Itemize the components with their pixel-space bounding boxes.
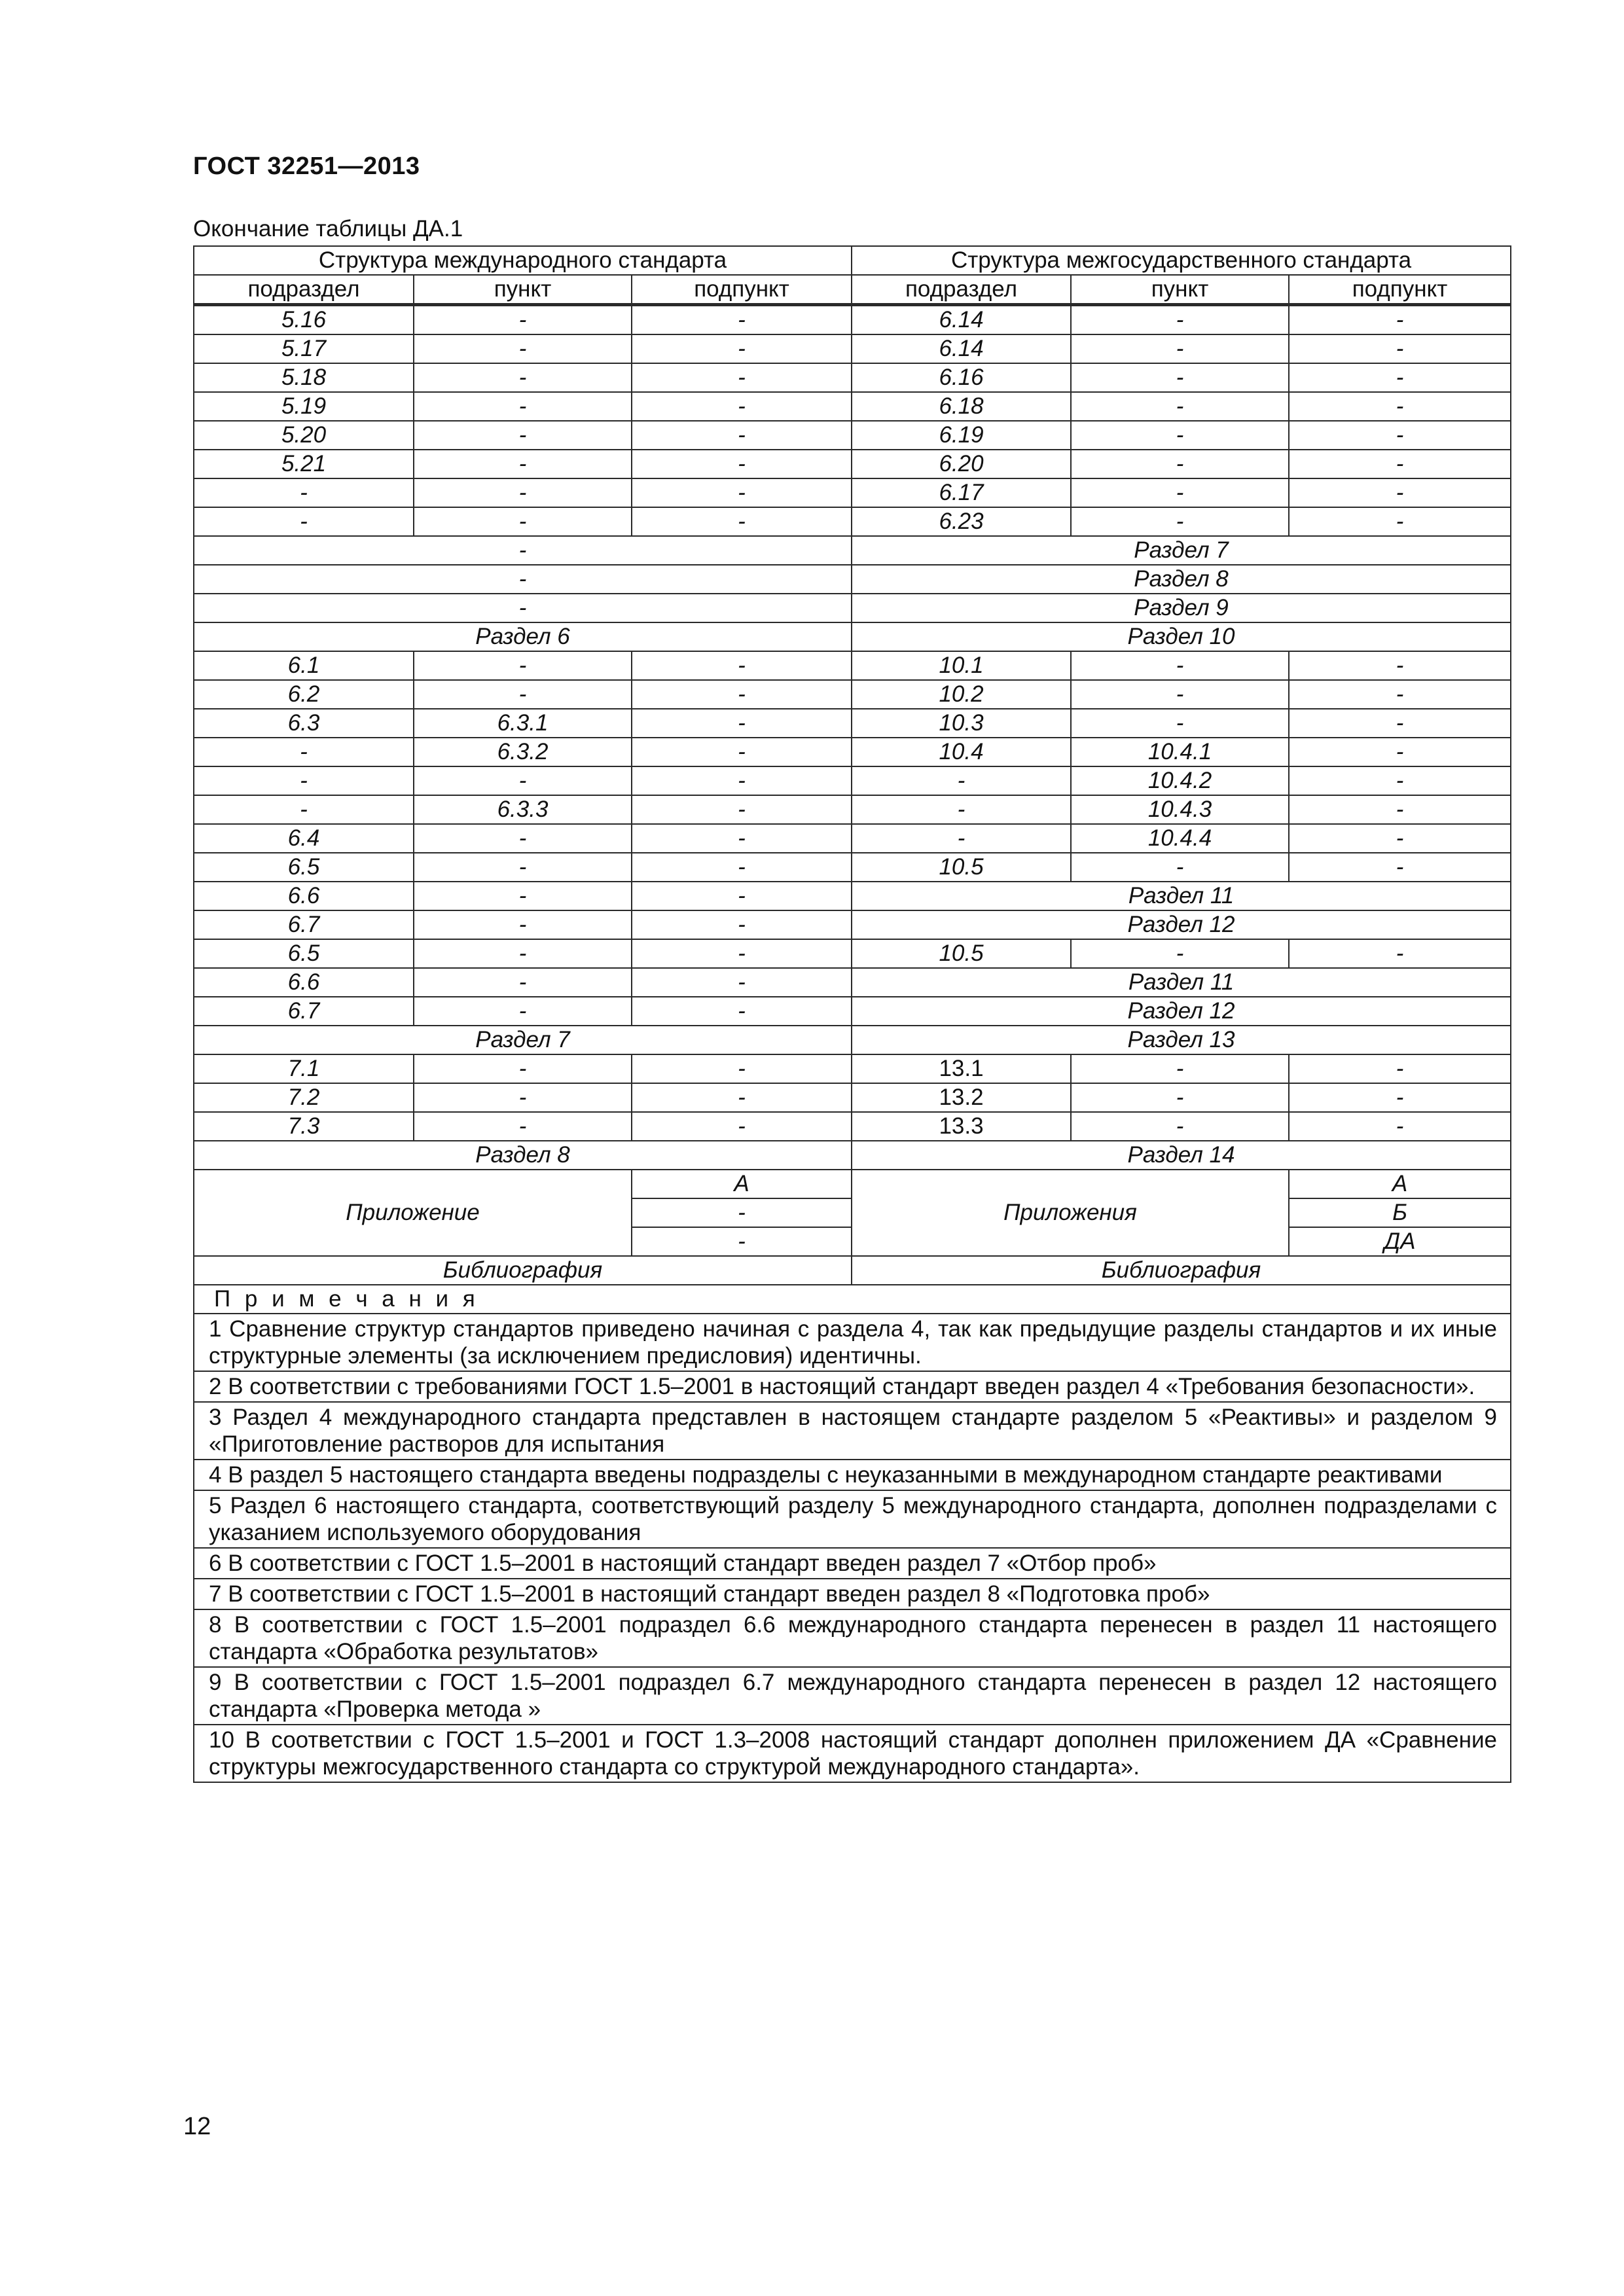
table-row [194,795,1511,824]
table-cell: - [1289,305,1511,335]
table-cell: - [1071,1054,1289,1083]
table-row [194,997,1511,1026]
annex-label-interstate: Приложения [852,1170,1289,1256]
table-cell: - [414,853,632,882]
table-cell: 10.3 [852,709,1071,738]
table-row [194,651,1511,680]
table-cell: - [414,507,632,536]
table-cell: 6.6 [194,882,414,910]
table-cell: - [632,997,852,1026]
table-cell: 6.7 [194,910,414,939]
table-cell: - [414,478,632,507]
note-row [194,1460,1511,1490]
table-cell: - [1071,478,1289,507]
table-cell: - [414,305,632,335]
table-cell: - [414,910,632,939]
table-cell: 6.17 [852,478,1071,507]
table-cell: 6.4 [194,824,414,853]
annex-value: - [632,1227,852,1256]
table-cell: 5.17 [194,334,414,363]
table-cell: 5.20 [194,421,414,450]
table-row [194,1112,1511,1141]
table-cell: - [632,1054,852,1083]
table-cell: 6.7 [194,997,414,1026]
table-cell: Раздел 11 [852,882,1511,910]
note-row [194,1402,1511,1460]
table-cell: 6.5 [194,939,414,968]
table-cell: - [852,766,1071,795]
table-cell: - [1289,1112,1511,1141]
table-cell: 6.16 [852,363,1071,392]
annex-value: Б [1289,1198,1511,1227]
table-cell: - [194,478,414,507]
table-row [194,565,1511,594]
bibliography-interstate: Библиография [852,1256,1511,1285]
annex-label-international: Приложение [194,1170,632,1256]
table-cell: 13.3 [852,1112,1071,1141]
table-cell: - [1289,421,1511,450]
table-row [194,1141,1511,1170]
table-cell: - [852,824,1071,853]
table-cell: - [1071,507,1289,536]
table-cell: - [1071,421,1289,450]
annex-value: А [632,1170,852,1198]
table-cell: 10.2 [852,680,1071,709]
table-cell: 6.3.3 [414,795,632,824]
note-text: 7 В соответствии с ГОСТ 1.5–2001 в настоящий стандарт введен раздел 8 «Подготовка проб» [194,1579,1511,1609]
table-cell: 6.3.2 [414,738,632,766]
table-cell: - [1071,334,1289,363]
table-cell: - [194,536,852,565]
table-cell: - [1289,363,1511,392]
table-cell: 10.4.1 [1071,738,1289,766]
table-cell: 10.5 [852,939,1071,968]
table-cell: 6.19 [852,421,1071,450]
annex-value: - [632,1198,852,1227]
table-cell: - [632,680,852,709]
table-cell: 5.18 [194,363,414,392]
bibliography-international: Библиография [194,1256,852,1285]
header-cell: пункт [414,275,632,305]
table-cell: - [1289,766,1511,795]
table-row [194,939,1511,968]
table-cell: Раздел 13 [852,1026,1511,1054]
table-cell: - [1289,450,1511,478]
table-cell: 6.3 [194,709,414,738]
note-text: 4 В раздел 5 настоящего стандарта введены подразделы с неуказанными в международном стандарте реактивами [194,1460,1511,1490]
table-cell: - [1071,709,1289,738]
table-cell: - [632,738,852,766]
note-row [194,1314,1511,1371]
table-cell: 10.1 [852,651,1071,680]
table-cell: Раздел 12 [852,997,1511,1026]
note-row [194,1609,1511,1667]
table-cell: - [1071,1083,1289,1112]
table-cell: - [632,910,852,939]
table-row [194,507,1511,536]
table-cell: 13.1 [852,1054,1071,1083]
table-cell: - [414,766,632,795]
table-cell: - [632,305,852,335]
table-cell: - [1289,709,1511,738]
table-cell: - [1289,478,1511,507]
table-cell: 6.5 [194,853,414,882]
table-cell: - [1071,305,1289,335]
note-row [194,1579,1511,1609]
table-cell: - [414,450,632,478]
table-cell: - [1289,795,1511,824]
table-cell: - [414,421,632,450]
table-cell: - [632,363,852,392]
table-cell: - [632,824,852,853]
table-cell: - [1071,853,1289,882]
table-cell: - [632,334,852,363]
table-cell: - [414,1112,632,1141]
table-cell: - [1071,363,1289,392]
note-text: 9 В соответствии с ГОСТ 1.5–2001 подраздел 6.7 международного стандарта перенесен в раздел 12 настоящего стандарта «Проверка метода » [194,1667,1511,1725]
table-cell: - [632,709,852,738]
table-cell: - [194,594,852,622]
table-cell: - [1289,334,1511,363]
table-cell: - [1071,651,1289,680]
table-cell: - [414,882,632,910]
table-cell: Раздел 14 [852,1141,1511,1170]
table-cell: 7.1 [194,1054,414,1083]
table-cell: - [632,1112,852,1141]
table-row [194,709,1511,738]
table-cell: - [194,738,414,766]
table-cell: - [1071,450,1289,478]
table-row [194,450,1511,478]
table-row [194,853,1511,882]
header-cell: подпункт [632,275,852,305]
table-cell: 5.16 [194,305,414,335]
table-cell: - [1289,853,1511,882]
table-row [194,910,1511,939]
table-cell: Раздел 7 [194,1026,852,1054]
table-cell: - [632,1083,852,1112]
table-cell: - [632,939,852,968]
table-cell: - [414,997,632,1026]
table-cell: 13.2 [852,1083,1071,1112]
note-row [194,1667,1511,1725]
table-cell: 6.20 [852,450,1071,478]
table-cell: 6.3.1 [414,709,632,738]
note-text: 5 Раздел 6 настоящего стандарта, соответствующий разделу 5 международного стандарта, дополнен подразделами с указанием используемого оборудования [194,1490,1511,1548]
table-cell: - [414,1083,632,1112]
table-cell: - [1289,680,1511,709]
header-international: Структура международного стандарта [194,246,852,275]
annex-value: А [1289,1170,1511,1198]
note-text: 10 В соответствии с ГОСТ 1.5–2001 и ГОСТ 1.3–2008 настоящий стандарт дополнен приложением ДА «Сравнение структуры межгосударственного стандарта со структурой международного стандарта». [194,1725,1511,1782]
table-cell: Раздел 12 [852,910,1511,939]
table-row [194,824,1511,853]
table-cell: 10.4 [852,738,1071,766]
table-cell: 6.2 [194,680,414,709]
table-cell: - [1289,507,1511,536]
header-cell: пункт [1071,275,1289,305]
table-cell: 10.4.2 [1071,766,1289,795]
table-row [194,478,1511,507]
table-cell: - [414,939,632,968]
table-row [194,392,1511,421]
table-row [194,1026,1511,1054]
table-cell: - [632,478,852,507]
table-row [194,622,1511,651]
table-cell: - [1289,939,1511,968]
table-cell: - [1289,738,1511,766]
table-cell: 6.14 [852,334,1071,363]
annex-value: ДА [1289,1227,1511,1256]
table-cell: - [632,450,852,478]
table-row [194,363,1511,392]
table-cell: - [632,968,852,997]
table-row [194,1054,1511,1083]
note-text: 3 Раздел 4 международного стандарта представлен в настоящем стандарте разделом 5 «Реактивы» и разделом 9 «Приготовление растворов для испытания [194,1402,1511,1460]
annex-row [194,1170,1511,1198]
table-cell: - [632,651,852,680]
note-row [194,1548,1511,1579]
table-cell: - [1289,651,1511,680]
table-cell: - [632,766,852,795]
table-row [194,766,1511,795]
table-cell: - [1071,680,1289,709]
header-cell: подраздел [852,275,1071,305]
table-row [194,305,1511,335]
table-cell: - [194,507,414,536]
table-row [194,680,1511,709]
table-cell: Раздел 9 [852,594,1511,622]
table-cell: - [1289,824,1511,853]
table-cell: - [194,766,414,795]
table-cell: - [414,968,632,997]
header-interstate: Структура межгосударственного стандарта [852,246,1511,275]
table-cell: - [852,795,1071,824]
note-text: 8 В соответствии с ГОСТ 1.5–2001 подраздел 6.6 международного стандарта перенесен в раздел 11 настоящего стандарта «Обработка результатов» [194,1609,1511,1667]
table-row [194,968,1511,997]
document-code: ГОСТ 32251—2013 [193,152,420,180]
table-cell: - [632,421,852,450]
table-cell: 10.4.4 [1071,824,1289,853]
bibliography-row [194,1256,1511,1285]
page-number: 12 [183,2113,211,2140]
table-cell: 5.19 [194,392,414,421]
table-cell: - [194,795,414,824]
table-caption: Окончание таблицы ДА.1 [193,216,463,242]
table-cell: Раздел 10 [852,622,1511,651]
table-row [194,882,1511,910]
table-cell: 5.21 [194,450,414,478]
group-header-row [194,246,1511,275]
table-cell: Раздел 11 [852,968,1511,997]
table-cell: - [632,853,852,882]
table-cell: - [632,392,852,421]
table-cell: - [414,363,632,392]
table-cell: - [414,334,632,363]
table-cell: 6.6 [194,968,414,997]
table-cell: 6.1 [194,651,414,680]
table-row [194,594,1511,622]
notes-title-row [194,1285,1511,1314]
table-cell: 6.14 [852,305,1071,335]
table-cell: - [632,507,852,536]
sub-header-row [194,275,1511,305]
table-cell: Раздел 8 [852,565,1511,594]
table-cell: 7.3 [194,1112,414,1141]
note-row [194,1490,1511,1548]
table-cell: - [414,1054,632,1083]
table-row [194,738,1511,766]
table-cell: - [1071,939,1289,968]
table-cell: 6.18 [852,392,1071,421]
table-cell: Раздел 7 [852,536,1511,565]
table-cell: - [1071,1112,1289,1141]
table-cell: - [414,651,632,680]
table-cell: 7.2 [194,1083,414,1112]
table-cell: 10.4.3 [1071,795,1289,824]
header-cell: подраздел [194,275,414,305]
table-row [194,1083,1511,1112]
table-cell: - [1289,1054,1511,1083]
table-row [194,334,1511,363]
table-cell: - [194,565,852,594]
table-cell: - [414,392,632,421]
table-cell: - [1289,1083,1511,1112]
note-text: 1 Сравнение структур стандартов приведено начиная с раздела 4, так как предыдущие разделы стандартов и их иные структурные элементы (за исключением предисловия) идентичны. [194,1314,1511,1371]
table-row [194,421,1511,450]
table-cell: - [414,824,632,853]
table-cell: - [632,882,852,910]
table-row [194,536,1511,565]
table-cell: - [632,795,852,824]
note-text: 2 В соответствии с требованиями ГОСТ 1.5–2001 в настоящий стандарт введен раздел 4 «Требования безопасности». [194,1371,1511,1402]
table-cell: - [1071,392,1289,421]
table-cell: - [414,680,632,709]
structure-comparison-table [193,245,1511,1783]
note-text: 6 В соответствии с ГОСТ 1.5–2001 в настоящий стандарт введен раздел 7 «Отбор проб» [194,1548,1511,1579]
header-cell: подпункт [1289,275,1511,305]
table-cell: Раздел 6 [194,622,852,651]
table-cell: 6.23 [852,507,1071,536]
table-cell: Раздел 8 [194,1141,852,1170]
table-cell: 10.5 [852,853,1071,882]
note-row [194,1725,1511,1782]
table-cell: - [1289,392,1511,421]
note-row [194,1371,1511,1402]
notes-title: П р и м е ч а н и я [194,1285,1511,1314]
